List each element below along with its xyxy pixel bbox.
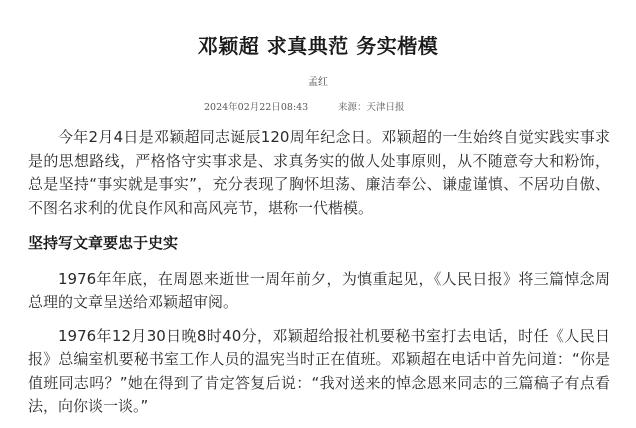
section-heading: 坚持写文章要忠于史实 [28,234,179,252]
article-body [28,126,610,419]
paragraph: 1976年12月30日晚8时40分，邓颖超给报社机要秘书室打去电话，时任《人民日报》总编室机要秘书室工作人员的温宪当时正在值班。邓颖超在电话中首先问道：“你是值班同志吗？”她在得到了肯定答复后说：“我对送来的悼念恩来同志的三篇稿子有点看法，向你谈一谈。” [28,326,610,415]
article-source: 来源：天津日报 [338,102,405,113]
publish-date: 2024年02月22日08:43 [204,102,309,113]
article-author: 孟红 [308,77,328,88]
paragraph: 今年2月4日是邓颖超同志诞辰120周年纪念日。邓颖超的一生始终自觉实践实事求是的思想路线，严格恪守实事求是、求真务实的做人处事原则，从不随意夸大和粉饰，总是坚持“事实就是事实”，充分表现了胸怀坦荡、廉洁奉公、谦虚谨慎、不居功自傲、不图名求利的优良作风和高风亮节，堪称一代楷模。 [28,128,610,217]
paragraph: 1976年年底，在周恩来逝世一周年前夕，为慎重起见，《人民日报》将三篇悼念周总理的文章呈送给邓颖超审阅。 [28,269,610,311]
article-title: 邓颖超 求真典范 务实楷模 [197,34,439,58]
